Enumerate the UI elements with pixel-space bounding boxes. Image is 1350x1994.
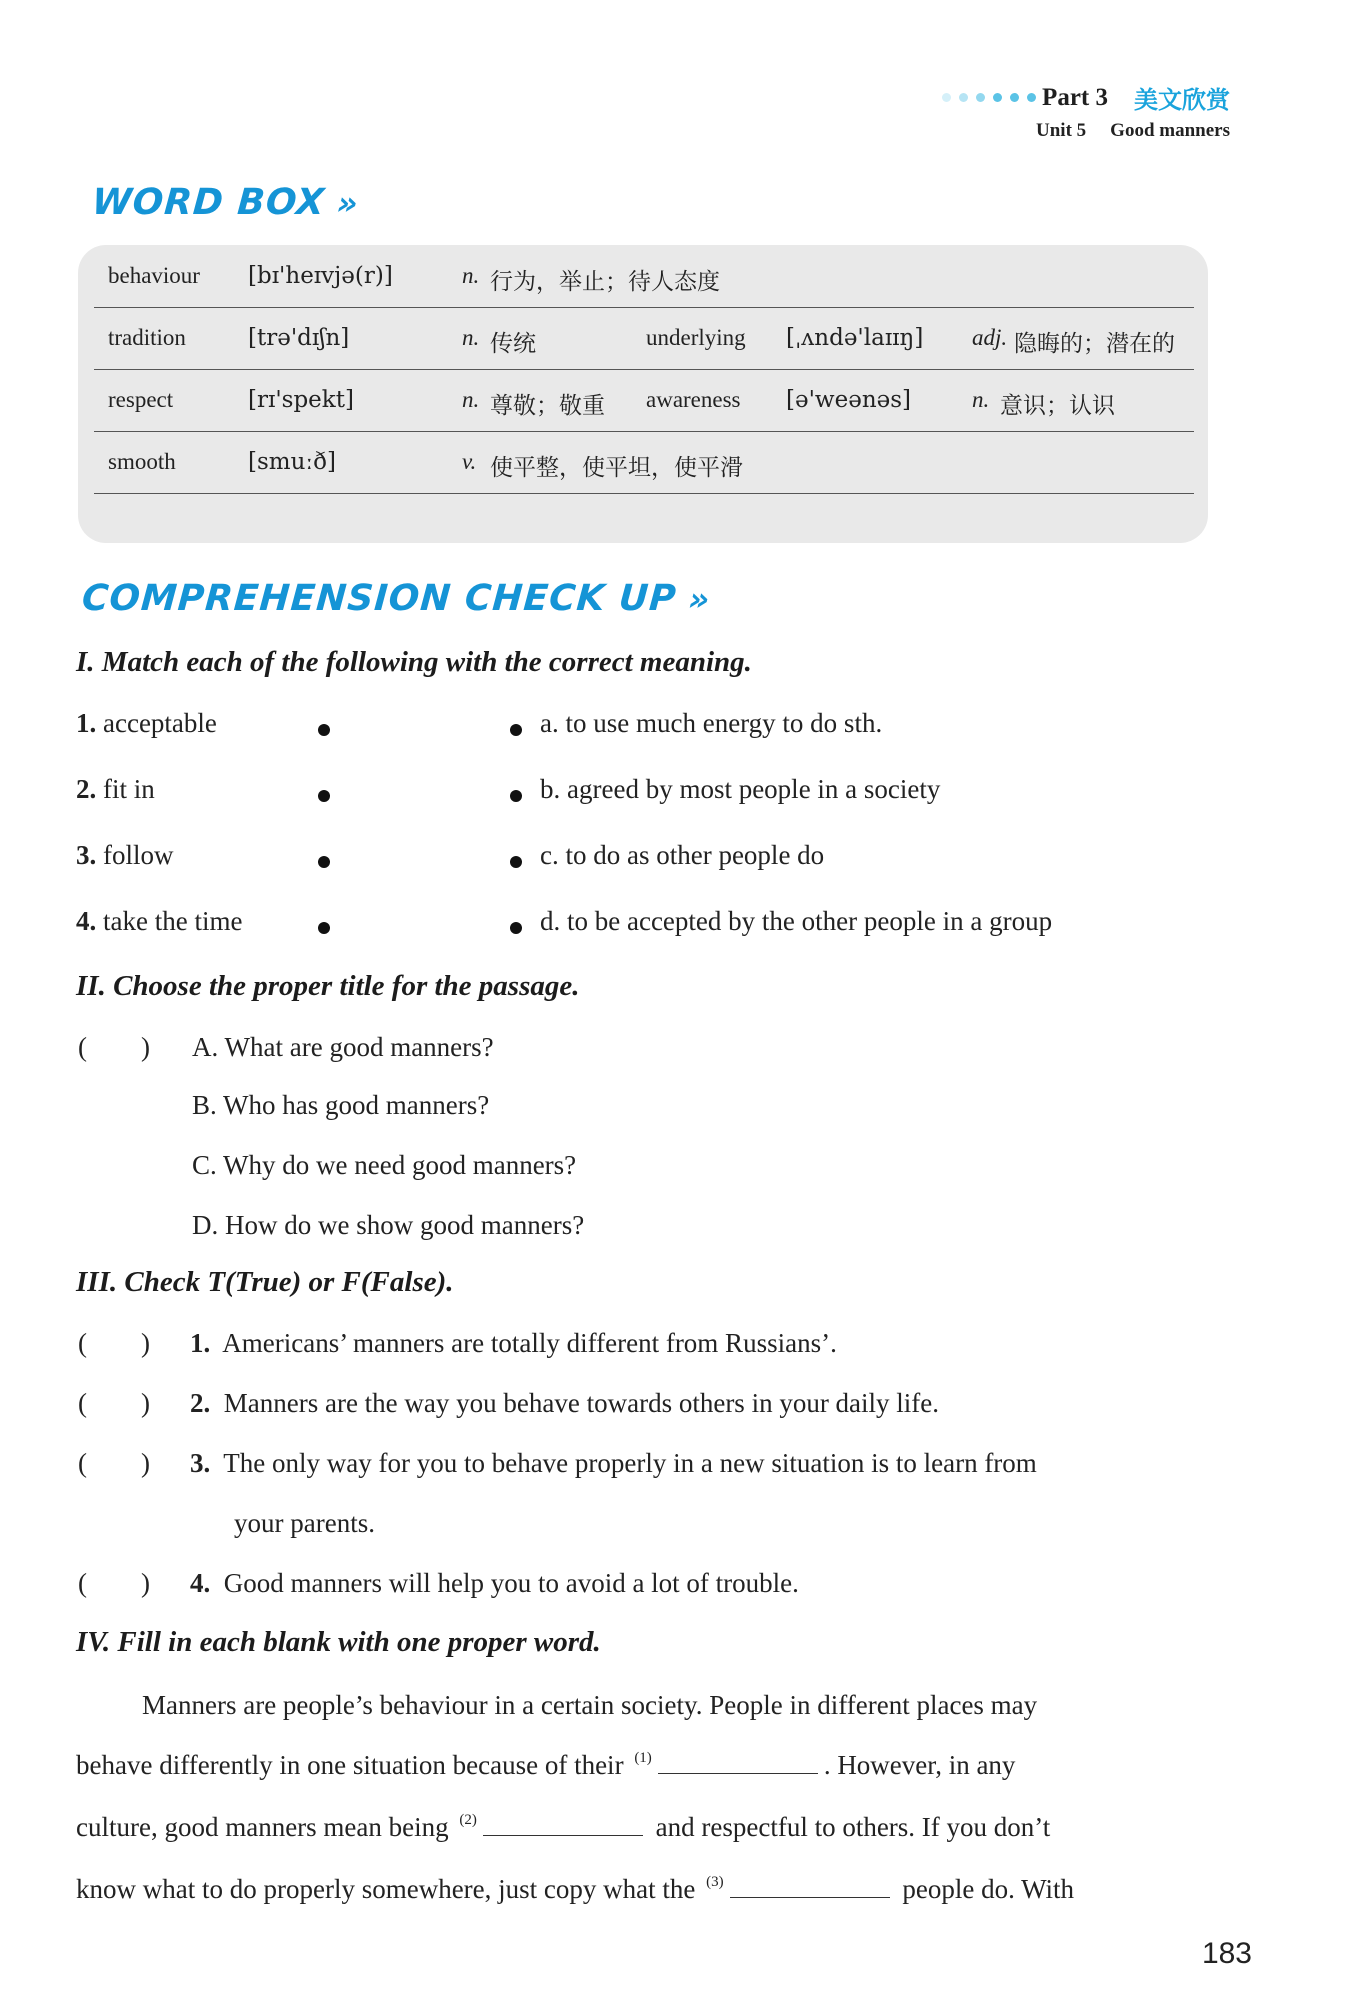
tf-item: 4. Good manners will help you to avoid a lot of trouble. <box>190 1568 799 1598</box>
question-2-heading: II. Choose the proper title for the passage. <box>76 970 580 1002</box>
blank-field[interactable] <box>658 1751 818 1774</box>
question-3-heading: III. Check T(True) or F(False). <box>76 1266 454 1298</box>
decorative-dots <box>942 93 1036 102</box>
passage-line: know what to do properly somewhere, just copy what the $^{(3)}$ people do. With <box>76 1874 1075 1904</box>
word-row: respect [rɪ'spekt] n. 尊敬；敬重 awareness [ə'weənəs] n. 意识；认识 <box>94 369 1194 432</box>
answer-paren[interactable]: ( ) <box>78 1388 150 1418</box>
match-left-item: 1. acceptable <box>76 708 217 738</box>
word-box-title: WORD BOX » <box>90 182 361 223</box>
unit-title: Good manners <box>1110 120 1230 141</box>
part-chinese-title: 美文欣赏 <box>1134 86 1230 114</box>
unit-label: Unit 5 <box>1036 120 1087 141</box>
passage-line: culture, good manners mean being $^{(2)}$ and respectful to others. If you don’t <box>76 1812 1051 1842</box>
answer-paren[interactable]: ( ) <box>78 1568 150 1598</box>
tf-item: 1. Americans’ manners are totally different from Russians’. <box>190 1328 837 1358</box>
chevron-right-icon: » <box>335 184 361 222</box>
question-4-heading: IV. Fill in each blank with one proper word. <box>76 1626 601 1658</box>
answer-paren[interactable]: ( ) <box>78 1328 150 1358</box>
chevron-right-icon: » <box>687 580 712 618</box>
match-right-item: d. to be accepted by the other people in a group <box>540 906 1053 936</box>
option-item: C. Why do we need good manners? <box>192 1150 577 1180</box>
option-item: B. Who has good manners? <box>192 1090 490 1120</box>
match-left-item: 3. follow <box>76 840 174 870</box>
option-item: A. What are good manners? <box>192 1032 494 1062</box>
match-dot[interactable] <box>318 922 330 934</box>
passage-line: Manners are people’s behaviour in a certain society. People in different places may <box>142 1690 1038 1720</box>
match-right-item: c. to do as other people do <box>540 840 825 870</box>
match-dot[interactable] <box>510 790 522 802</box>
answer-paren[interactable]: ( ) <box>78 1032 150 1062</box>
tf-item: 2. Manners are the way you behave towards others in your daily life. <box>190 1388 940 1418</box>
question-1-heading: I. Match each of the following with the correct meaning. <box>76 646 752 678</box>
running-header <box>942 80 1230 115</box>
match-dot[interactable] <box>510 724 522 736</box>
unit-header <box>1036 120 1230 142</box>
word-row: behaviour [bɪ'heɪvjə(r)] n. 行为，举止；待人态度 <box>94 245 1194 308</box>
word-row: tradition [trə'dɪʃn] n. 传统 underlying [ˌʌndə'laɪɪŋ] adj. 隐晦的；潜在的 <box>94 307 1194 370</box>
match-left-item: 2. fit in <box>76 774 155 804</box>
match-dot[interactable] <box>318 724 330 736</box>
match-dot[interactable] <box>510 856 522 868</box>
tf-item-continuation: your parents. <box>234 1508 375 1538</box>
match-dot[interactable] <box>510 922 522 934</box>
comprehension-title: COMPREHENSION CHECK UP » <box>80 578 712 619</box>
word-box <box>78 245 1208 543</box>
word-row: smooth [smuːð] v. 使平整，使平坦，使平滑 <box>94 431 1194 494</box>
option-item: D. How do we show good manners? <box>192 1210 585 1240</box>
blank-field[interactable] <box>730 1875 890 1898</box>
match-right-item: a. to use much energy to do sth. <box>540 708 883 738</box>
answer-paren[interactable]: ( ) <box>78 1448 150 1478</box>
tf-item: 3. The only way for you to behave properly in a new situation is to learn from <box>190 1448 1037 1478</box>
match-left-item: 4. take the time <box>76 906 243 936</box>
part-label: Part 3 <box>1042 83 1108 111</box>
blank-field[interactable] <box>483 1813 643 1836</box>
match-dot[interactable] <box>318 856 330 868</box>
match-right-item: b. agreed by most people in a society <box>540 774 941 804</box>
page-number: 183 <box>1201 1937 1252 1970</box>
match-dot[interactable] <box>318 790 330 802</box>
passage-line: behave differently in one situation because of their $^{(1)}$ . However, in any <box>76 1750 1016 1780</box>
